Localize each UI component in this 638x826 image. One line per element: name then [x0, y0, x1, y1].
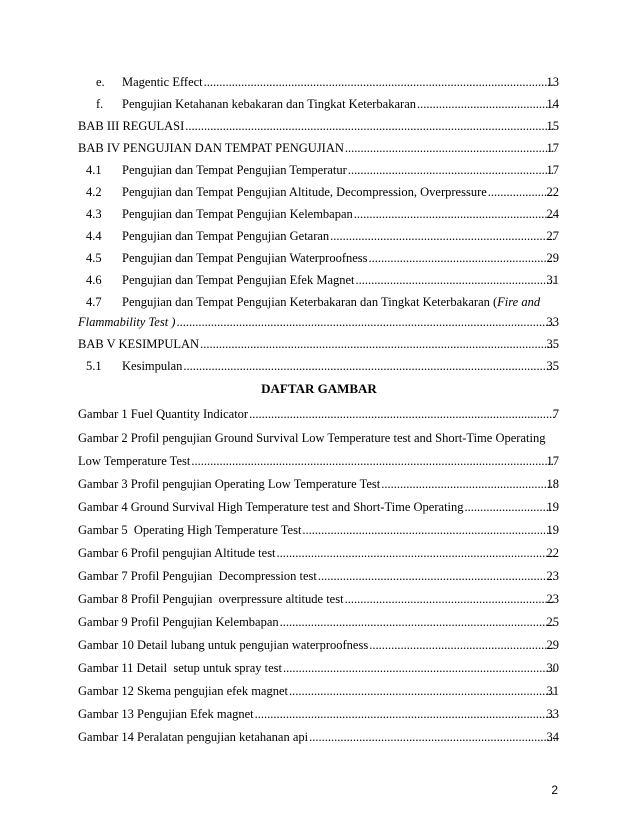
figure-entry-title: Gambar 6 Profil pengujian Altitude test — [78, 546, 276, 560]
figure-entry-page: 23 — [546, 569, 559, 583]
toc-entry-4-4[interactable] — [0, 226, 638, 246]
figure-entry-9[interactable] — [0, 612, 638, 632]
figure-entry-14[interactable] — [0, 727, 638, 747]
figure-entry-page: 22 — [546, 546, 559, 560]
figure-entry-page: 31 — [546, 684, 559, 698]
toc-entry-number: 5.1 — [86, 359, 102, 373]
toc-entry-page: 31 — [546, 273, 559, 287]
figure-entry-title: Gambar 8 Profil Pengujian overpressure altitude test — [78, 592, 344, 606]
toc-entry-bab4[interactable] — [0, 138, 638, 158]
toc-entry-4-5[interactable] — [0, 248, 638, 268]
toc-entry-4-7-continued[interactable] — [0, 312, 638, 332]
toc-entry-number: 4.3 — [86, 207, 102, 221]
toc-entry-title-italic: Fire and — [497, 295, 541, 309]
figure-entry-10[interactable] — [0, 635, 638, 655]
toc-entry-title: Pengujian dan Tempat Pengujian Altitude, Decompression, Overpressure — [122, 185, 487, 199]
toc-entry-page: 29 — [546, 251, 559, 265]
figure-entry-7[interactable] — [0, 566, 638, 586]
figure-entry-page: 34 — [546, 730, 559, 744]
figure-entry-8[interactable] — [0, 589, 638, 609]
toc-entry-4-7[interactable] — [0, 292, 638, 312]
toc-entry-page: 17 — [546, 163, 559, 177]
figure-entry-6[interactable] — [0, 543, 638, 563]
figure-entry-2-continued[interactable] — [0, 451, 638, 471]
figure-entry-13[interactable] — [0, 704, 638, 724]
figure-entry-title: Gambar 14 Peralatan pengujian ketahanan api — [78, 730, 309, 744]
toc-entry-page: 33 — [546, 315, 559, 329]
figure-entry-title: Gambar 11 Detail setup untuk spray test — [78, 661, 283, 675]
figure-entry-title: Gambar 3 Profil pengujian Operating Low Temperature Test — [78, 477, 381, 491]
figure-entry-page: 33 — [546, 707, 559, 721]
figure-entry-4[interactable] — [0, 497, 638, 517]
figure-entry-title: Gambar 7 Profil Pengujian Decompression test — [78, 569, 317, 583]
toc-entry-title: Magentic Effect — [122, 75, 203, 89]
figure-entry-title: Gambar 13 Pengujian Efek magnet — [78, 707, 254, 721]
toc-entry-number: 4.1 — [86, 163, 102, 177]
toc-entry-title — [122, 292, 540, 312]
toc-entry-title: BAB III REGULASI — [78, 119, 185, 133]
toc-entry-title: BAB V KESIMPULAN — [78, 337, 200, 351]
toc-entry-title: Pengujian dan Tempat Pengujian Kelembapan — [122, 207, 353, 221]
figure-entry-2[interactable]: Gambar 2 Profil pengujian Ground Survival Low Temperature test and Short-Time Operating — [78, 431, 546, 445]
toc-entry-title-continued: Flammability Test ) — [78, 315, 176, 329]
figure-entry-page: 25 — [546, 615, 559, 629]
toc-entry-4-3[interactable] — [0, 204, 638, 224]
figure-entry-page: 19 — [546, 523, 559, 537]
toc-entry-e[interactable] — [0, 72, 638, 92]
toc-entry-title: Pengujian dan Tempat Pengujian Getaran — [122, 229, 330, 243]
toc-entry-title: Pengujian dan Tempat Pengujian Waterproofness — [122, 251, 368, 265]
toc-entry-page: 22 — [546, 185, 559, 199]
toc-entry-number: 4.5 — [86, 251, 102, 265]
toc-entry-title-text: Pengujian dan Tempat Pengujian Keterbakaran dan Tingkat Keterbakaran ( — [122, 295, 498, 309]
toc-entry-page: 35 — [546, 337, 559, 351]
figure-entry-5[interactable] — [0, 520, 638, 540]
figure-entry-12[interactable] — [0, 681, 638, 701]
figure-entry-title: Gambar 1 Fuel Quantity Indicator — [78, 407, 249, 421]
figure-entry-title: Gambar 10 Detail lubang untuk pengujian waterproofness — [78, 638, 369, 652]
figure-entry-page: 19 — [546, 500, 559, 514]
toc-entry-bab5[interactable] — [0, 334, 638, 354]
figure-entry-page: 29 — [546, 638, 559, 652]
figure-entry-11[interactable] — [0, 658, 638, 678]
toc-entry-page: 35 — [546, 359, 559, 373]
toc-entry-title: BAB IV PENGUJIAN DAN TEMPAT PENGUJIAN — [78, 141, 344, 155]
toc-entry-number: e. — [96, 75, 105, 89]
figure-entry-page: 7 — [552, 407, 559, 421]
figure-entry-page: 17 — [546, 454, 559, 468]
figure-entry-1[interactable] — [0, 404, 638, 424]
toc-entry-4-6[interactable] — [0, 270, 638, 290]
toc-entry-title: Pengujian dan Tempat Pengujian Efek Magnet — [122, 273, 355, 287]
toc-entry-5-1[interactable] — [0, 356, 638, 376]
figure-entry-page: 23 — [546, 592, 559, 606]
figure-entry-title: Low Temperature Test — [78, 454, 191, 468]
toc-entry-number: 4.2 — [86, 185, 102, 199]
figure-entry-page: 30 — [546, 661, 559, 675]
toc-entry-page: 14 — [546, 97, 559, 111]
toc-entry-title: Kesimpulan — [122, 359, 183, 373]
toc-entry-title: Pengujian dan Tempat Pengujian Temperatur — [122, 163, 347, 177]
figure-entry-page: 18 — [546, 477, 559, 491]
toc-entry-number: 4.6 — [86, 273, 102, 287]
toc-entry-4-2[interactable] — [0, 182, 638, 202]
toc-entry-number: 4.7 — [86, 295, 102, 309]
figure-entry-title: Gambar 9 Profil Pengujian Kelembapan — [78, 615, 279, 629]
toc-entry-f[interactable] — [0, 94, 638, 114]
page-number: 2 — [551, 783, 558, 797]
figure-entry-title: Gambar 12 Skema pengujian efek magnet — [78, 684, 288, 698]
toc-entry-page: 17 — [546, 141, 559, 155]
toc-entry-page: 27 — [546, 229, 559, 243]
toc-entry-page: 24 — [546, 207, 559, 221]
toc-entry-title: Pengujian Ketahanan kebakaran dan Tingkat Keterbakaran — [122, 97, 416, 111]
toc-entry-number: 4.4 — [86, 229, 102, 243]
toc-entry-4-1[interactable] — [0, 160, 638, 180]
figures-heading: DAFTAR GAMBAR — [261, 381, 377, 396]
figure-entry-title: Gambar 4 Ground Survival High Temperature test and Short-Time Operating — [78, 500, 464, 514]
toc-entry-page: 15 — [546, 119, 559, 133]
figure-entry-3[interactable] — [0, 474, 638, 494]
figure-entry-title: Gambar 5 Operating High Temperature Test — [78, 523, 302, 537]
toc-entry-page: 13 — [546, 75, 559, 89]
toc-entry-number: f. — [96, 97, 104, 111]
toc-entry-bab3[interactable] — [0, 116, 638, 136]
